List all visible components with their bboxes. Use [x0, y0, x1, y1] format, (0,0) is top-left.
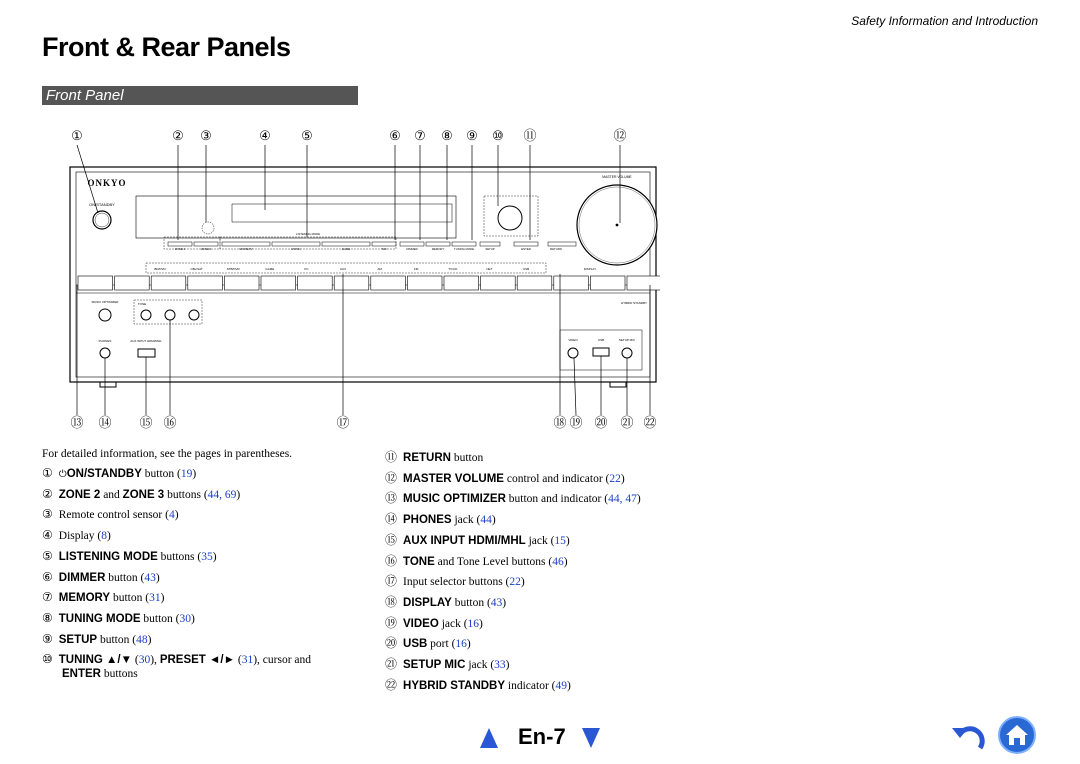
- item-number: ⑧: [42, 610, 53, 625]
- video-jack: [568, 348, 578, 358]
- brand-logo: ONKYO: [87, 178, 127, 188]
- page-link[interactable]: 35: [201, 550, 213, 563]
- list-item: ⑬ MUSIC OPTIMIZER button and indicator (44, 47): [385, 491, 641, 506]
- page-link[interactable]: 4: [168, 509, 175, 522]
- page-link[interactable]: 15: [554, 534, 566, 547]
- callout-12: ⑫: [613, 128, 627, 143]
- page-link[interactable]: 30: [179, 612, 192, 625]
- callout-9: ⑨: [466, 128, 478, 143]
- selector-button[interactable]: [371, 276, 406, 290]
- item-number: ③: [42, 507, 53, 522]
- page-link[interactable]: 48: [136, 633, 148, 646]
- item-number: ⑦: [42, 590, 53, 605]
- selector-button[interactable]: [78, 276, 113, 290]
- page-link[interactable]: 49: [555, 679, 567, 692]
- list-item: ㉑ SETUP MIC jack (33): [385, 657, 510, 671]
- svg-text:MASTER VOLUME: MASTER VOLUME: [602, 175, 632, 179]
- item-number: ⑲: [385, 615, 398, 630]
- callout-2: ②: [172, 128, 184, 143]
- item-number: ㉑: [385, 657, 398, 671]
- svg-text:ENTER: ENTER: [521, 247, 531, 251]
- selector-button[interactable]: [334, 276, 369, 290]
- page-link[interactable]: 22: [609, 472, 621, 485]
- selector-label: USB: [522, 267, 530, 271]
- svg-text:PHONES: PHONES: [98, 339, 112, 343]
- page-link[interactable]: 31: [149, 592, 161, 605]
- list-item: ⑭ PHONES jack (44): [385, 512, 496, 527]
- svg-text:GAME: GAME: [341, 247, 351, 251]
- item-number: ⑤: [42, 548, 53, 563]
- item-number: ⑨: [42, 631, 53, 646]
- callout-20: ⑳: [594, 415, 608, 430]
- return-arrow-icon[interactable]: [950, 720, 990, 756]
- list-item: ⑩ TUNING ▲/▼ (30), PRESET ◄/► (31), cursor and ENTER buttons: [42, 652, 312, 681]
- triangle-up-icon[interactable]: [480, 728, 498, 748]
- svg-text:ZONE 3: ZONE 3: [200, 247, 212, 251]
- selector-label: CBL/SAT: [190, 267, 203, 271]
- list-item: ⑨ SETUP button (48): [42, 631, 152, 646]
- callout-7: ⑦: [414, 128, 426, 143]
- selector-label: AUX: [339, 267, 347, 271]
- usb-port: [593, 348, 609, 356]
- selector-label: STB/DVR: [226, 267, 240, 271]
- list-item: ⑪ RETURN button: [385, 450, 484, 464]
- callout-15: ⑮: [139, 415, 153, 430]
- item-number: ①: [42, 466, 53, 480]
- header-section-label: Safety Information and Introduction: [851, 14, 1038, 28]
- item-number: ⑮: [385, 532, 398, 547]
- selector-label: BD/DVD: [154, 267, 166, 271]
- list-item: ⑳ USB port (16): [385, 636, 471, 651]
- page-link[interactable]: 44, 47: [608, 493, 637, 506]
- selector-label: TV/CD: [448, 267, 458, 271]
- list-item: ① ⏻ON/STANDBY button (19): [42, 466, 197, 480]
- phones-jack: [100, 348, 110, 358]
- front-panel-diagram: [60, 120, 660, 440]
- callout-14: ⑭: [98, 415, 112, 430]
- selector-button[interactable]: [481, 276, 516, 290]
- callout-5: ⑤: [301, 128, 313, 143]
- item-number: ⑥: [42, 569, 53, 584]
- selector-button[interactable]: [407, 276, 442, 290]
- item-number: ⑩: [42, 652, 53, 667]
- svg-text:MUSIC: MUSIC: [291, 247, 301, 251]
- page-link[interactable]: 44: [480, 514, 492, 527]
- tone-plus-button: [189, 310, 199, 320]
- svg-text:SETUP MIC: SETUP MIC: [618, 338, 636, 342]
- page-link[interactable]: 43: [490, 596, 503, 609]
- page-link[interactable]: 46: [552, 555, 564, 568]
- item-number: ㉒: [385, 677, 398, 692]
- list-item: ⑰ Input selector buttons (22): [385, 574, 525, 589]
- list-item: ② ZONE 2 and ZONE 3 buttons (44, 69): [42, 486, 241, 501]
- callout-18: ⑱: [553, 415, 567, 430]
- selector-button[interactable]: [188, 276, 223, 290]
- setup-mic-jack: [622, 348, 632, 358]
- selector-button[interactable]: [517, 276, 552, 290]
- home-icon[interactable]: [998, 716, 1036, 754]
- power-label: ON/STANDBY: [89, 202, 115, 207]
- power-button: [93, 211, 111, 229]
- callout-1: ①: [71, 128, 83, 143]
- callout-6: ⑥: [389, 128, 401, 143]
- hdmi-port: [138, 349, 155, 357]
- item-number: ④: [42, 528, 53, 543]
- svg-text:DIMMER: DIMMER: [406, 247, 418, 251]
- callout-13: ⑬: [70, 415, 84, 430]
- svg-text:ZONE 2: ZONE 2: [174, 247, 186, 251]
- svg-text:MOVIE/TV: MOVIE/TV: [239, 247, 253, 251]
- selector-button[interactable]: [261, 276, 296, 290]
- item-number: ⑬: [385, 491, 398, 506]
- selector-button[interactable]: [298, 276, 333, 290]
- list-item: ⑥ DIMMER button (43): [42, 569, 160, 584]
- list-item: ⑦ MEMORY button (31): [42, 590, 165, 605]
- list-item: ⑱ DISPLAY button (43): [385, 594, 507, 609]
- list-item: ④ Display (8): [42, 528, 111, 543]
- page-title: Front & Rear Panels: [42, 32, 291, 62]
- svg-text:LISTENING MODE: LISTENING MODE: [296, 232, 320, 236]
- selector-label: FM: [414, 267, 419, 271]
- item-number: ⑱: [385, 594, 398, 609]
- callout-10: ⑩: [492, 128, 504, 143]
- page-link[interactable]: 16: [455, 638, 467, 651]
- triangle-down-icon[interactable]: [582, 728, 600, 748]
- page-link[interactable]: 16: [467, 617, 480, 630]
- page-link[interactable]: 43: [144, 571, 156, 584]
- section-heading: Front Panel: [46, 87, 124, 104]
- list-item: ⑫ MASTER VOLUME control and indicator (22): [385, 470, 625, 485]
- music-optimizer-button: [99, 309, 111, 321]
- callout-16: ⑯: [163, 415, 177, 430]
- selector-button[interactable]: [444, 276, 479, 290]
- item-number: ⑳: [385, 636, 398, 651]
- svg-text:RETURN: RETURN: [550, 247, 562, 251]
- svg-text:VIDEO: VIDEO: [568, 338, 578, 342]
- list-item: ③ Remote control sensor (4): [42, 507, 179, 522]
- page-link[interactable]: 22: [509, 576, 521, 589]
- item-number: ⑪: [385, 450, 398, 464]
- callout-3: ③: [200, 128, 212, 143]
- svg-text:HYBRID STANDBY: HYBRID STANDBY: [620, 301, 648, 305]
- list-item: ⑤ LISTENING MODE buttons (35): [42, 548, 217, 563]
- callout-19: ⑲: [569, 415, 583, 430]
- list-item: ⑯ TONE and Tone Level buttons (46): [385, 553, 568, 568]
- page-navigation: [480, 722, 600, 754]
- svg-text:DISPLAY: DISPLAY: [583, 267, 597, 271]
- selector-button[interactable]: [554, 276, 589, 290]
- callout-8: ⑧: [441, 128, 453, 143]
- item-number: ⑫: [385, 470, 398, 485]
- selector-button[interactable]: [590, 276, 625, 290]
- selector-label: AM: [377, 267, 382, 271]
- list-item: ㉒ HYBRID STANDBY indicator (49): [385, 677, 571, 692]
- list-item: ⑮ AUX INPUT HDMI/MHL jack (15): [385, 532, 570, 547]
- page-link[interactable]: 30: [138, 654, 151, 667]
- tuning-enter-knob: [498, 206, 522, 230]
- svg-text:USB: USB: [597, 338, 605, 342]
- page-link[interactable]: 31: [241, 654, 254, 667]
- svg-text:MUSIC OPTIMIZER: MUSIC OPTIMIZER: [91, 300, 119, 304]
- selector-button[interactable]: [224, 276, 259, 290]
- item-number: ⑭: [385, 512, 398, 527]
- callout-4: ④: [259, 128, 271, 143]
- selector-button[interactable]: [627, 276, 660, 290]
- svg-text:MEMORY: MEMORY: [431, 247, 445, 251]
- item-number: ⑰: [385, 574, 398, 589]
- callout-11: ⑪: [523, 128, 537, 143]
- intro-text: For detailed information, see the pages in parentheses.: [42, 448, 293, 460]
- svg-text:TONE: TONE: [137, 302, 147, 306]
- svg-text:TUNING MODE: TUNING MODE: [454, 247, 474, 251]
- selector-label: GAME: [265, 267, 275, 271]
- tone-button: [141, 310, 151, 320]
- page-link[interactable]: 33: [494, 659, 506, 671]
- svg-text:AUX INPUT HDMI/MHL: AUX INPUT HDMI/MHL: [130, 339, 162, 343]
- item-number: ⑯: [385, 553, 398, 568]
- callout-21: ㉑: [620, 415, 634, 430]
- list-item: ⑧ TUNING MODE button (30): [42, 610, 195, 625]
- svg-text:SETUP: SETUP: [485, 247, 495, 251]
- section-heading-bar: [42, 86, 358, 105]
- page-link[interactable]: 44, 69: [207, 488, 237, 501]
- selector-label: PC: [304, 267, 309, 271]
- callout-17: ⑰: [336, 415, 350, 430]
- callout-22: ㉒: [643, 415, 657, 430]
- page-link[interactable]: 8: [101, 530, 107, 543]
- page-number: En-7: [518, 724, 566, 749]
- svg-text:THX: THX: [381, 247, 387, 251]
- page-link[interactable]: 19: [180, 468, 193, 480]
- selector-button[interactable]: [151, 276, 186, 290]
- tone-minus-button: [165, 310, 175, 320]
- list-item: ⑲ VIDEO jack (16): [385, 615, 483, 630]
- selector-label: NET: [486, 267, 493, 271]
- selector-button[interactable]: [115, 276, 150, 290]
- item-number: ②: [42, 486, 53, 501]
